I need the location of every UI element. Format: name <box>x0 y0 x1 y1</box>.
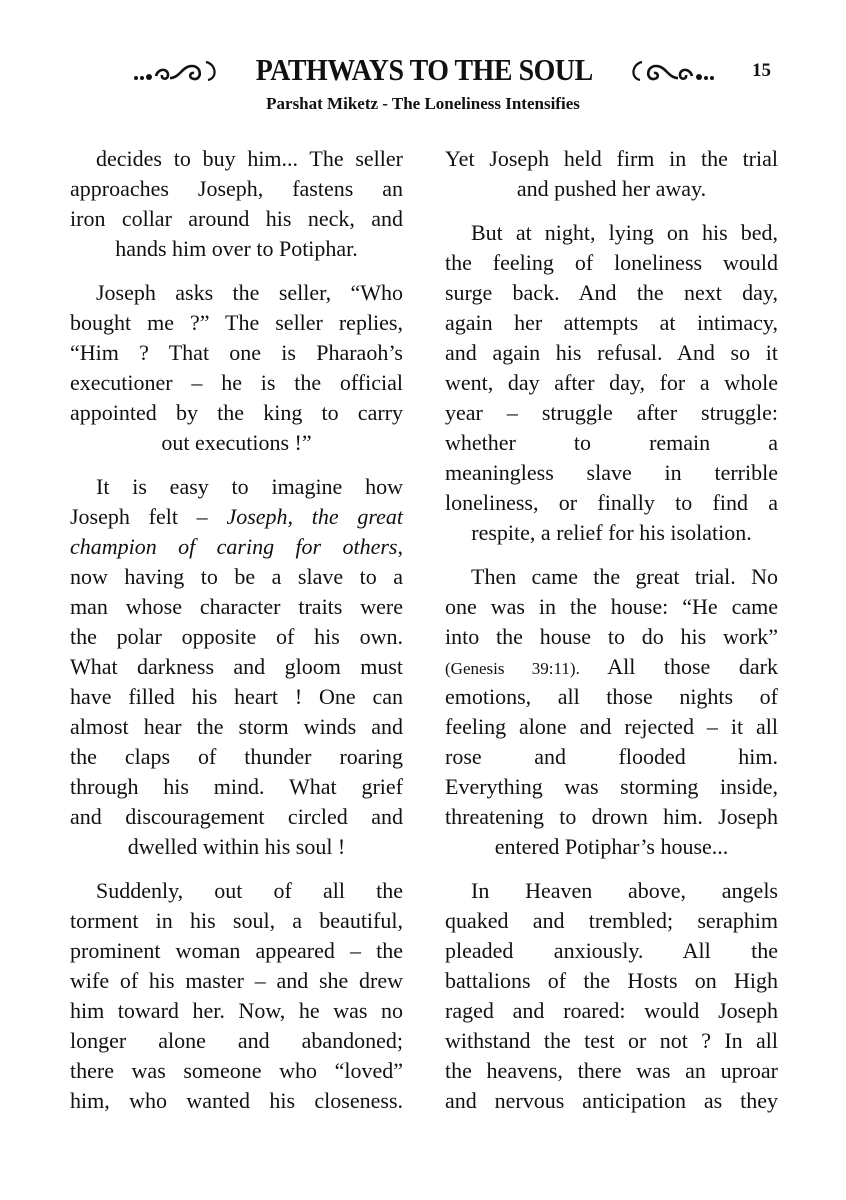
text-line <box>445 518 778 548</box>
text-line <box>70 712 403 742</box>
text: and nervous anticipation as they <box>445 1088 778 1113</box>
text-line <box>70 1026 403 1056</box>
text-line <box>445 144 778 174</box>
text: through his mind. What grief <box>70 774 403 799</box>
text-line <box>445 936 778 966</box>
text: him, who wanted his closeness. <box>70 1088 403 1113</box>
text: loneliness, or finally to find a <box>445 490 778 515</box>
text: Then came the great trial. No <box>471 564 778 589</box>
text-line <box>70 652 403 682</box>
text-line <box>70 742 403 772</box>
text: What darkness and gloom must <box>70 654 403 679</box>
text: quaked and trembled; seraphim <box>445 908 778 933</box>
text: have filled his heart ! One can <box>70 684 403 709</box>
text: the polar opposite of his own. <box>70 624 403 649</box>
text-line <box>445 876 778 906</box>
paragraph <box>445 144 778 204</box>
text: Joseph asks the seller, “Who <box>96 280 403 305</box>
text-line <box>445 248 778 278</box>
left-column <box>70 144 403 1130</box>
text: meaningless slave in terrible <box>445 460 778 485</box>
text-line <box>445 174 778 204</box>
text: bought me ?” The seller replies, <box>70 310 403 335</box>
text-line <box>445 592 778 622</box>
paragraph <box>445 562 778 862</box>
paragraph <box>445 218 778 548</box>
text: him toward her. Now, he was no <box>70 998 403 1023</box>
text: executioner – he is the official <box>70 370 403 395</box>
text-line <box>445 218 778 248</box>
text-line <box>445 338 778 368</box>
text: Everything was storming inside, <box>445 774 778 799</box>
text: threatening to drown him. Joseph <box>445 804 778 829</box>
text: rose and flooded him. <box>445 744 778 769</box>
left-ornament-icon <box>132 58 224 84</box>
text: out executions !” <box>161 430 312 455</box>
text-line <box>445 652 778 682</box>
text: the feeling of loneliness would <box>445 250 778 275</box>
text: In Heaven above, angels <box>471 878 778 903</box>
text: surge back. And the next day, <box>445 280 778 305</box>
text: entered Potiphar’s house... <box>494 834 729 859</box>
text: and pushed her away. <box>516 176 707 201</box>
text: one was in the house: “He came <box>445 594 778 619</box>
text: the heavens, there was an uproar <box>445 1058 778 1083</box>
text-line <box>70 772 403 802</box>
text: But at night, lying on his bed, <box>471 220 778 245</box>
text: year – struggle after struggle: <box>445 400 778 425</box>
text-line <box>70 368 403 398</box>
text: respite, a relief for his isolation. <box>471 520 752 545</box>
text-line <box>70 234 403 264</box>
italic-text: champion of caring for others <box>70 534 398 559</box>
text-line <box>445 308 778 338</box>
text: wife of his master – and she drew <box>70 968 403 993</box>
text: man whose character traits were <box>70 594 403 619</box>
text-line <box>70 682 403 712</box>
text-line <box>70 906 403 936</box>
text-line <box>445 802 778 832</box>
text: appointed by the king to carry <box>70 400 403 425</box>
text-line <box>70 562 403 592</box>
text: Yet Joseph held firm in the trial <box>445 146 778 171</box>
text-line <box>70 502 403 532</box>
text: again her attempts at intimacy, <box>445 310 778 335</box>
text-line <box>445 996 778 1026</box>
text: torment in his soul, a beautiful, <box>70 908 403 933</box>
text: dwelled within his soul ! <box>127 834 346 859</box>
text-line <box>70 1056 403 1086</box>
text-line <box>445 398 778 428</box>
text-line <box>445 966 778 996</box>
text-line <box>70 966 403 996</box>
text-line <box>70 338 403 368</box>
text-line <box>70 592 403 622</box>
text-line <box>70 802 403 832</box>
paragraph <box>445 876 778 1116</box>
paragraph <box>70 144 403 264</box>
text-line <box>445 488 778 518</box>
text: whether to remain a <box>445 430 778 455</box>
text-line <box>445 368 778 398</box>
text-line <box>70 308 403 338</box>
text: almost hear the storm winds and <box>70 714 403 739</box>
text-line <box>70 398 403 428</box>
text-line <box>445 906 778 936</box>
text-line <box>445 428 778 458</box>
text: went, day after day, for a whole <box>445 370 778 395</box>
text: pleaded anxiously. All the <box>445 938 778 963</box>
text-line <box>445 562 778 592</box>
text-line <box>445 1056 778 1086</box>
chapter-subtitle: Parshat Miketz - The Loneliness Intensifies <box>266 94 580 113</box>
text: into the house to do his work” <box>445 624 778 649</box>
text: battalions of the Hosts on High <box>445 968 778 993</box>
paragraph <box>70 278 403 458</box>
text: iron collar around his neck, and <box>70 206 403 231</box>
text: All those dark <box>579 654 778 679</box>
text: there was someone who “loved” <box>70 1058 403 1083</box>
text: longer alone and abandoned; <box>70 1028 403 1053</box>
running-header <box>0 50 846 90</box>
text-line <box>445 772 778 802</box>
text: approaches Joseph, fastens an <box>70 176 403 201</box>
text: and again his refusal. And so it <box>445 340 778 365</box>
text: the claps of thunder roaring <box>70 744 403 769</box>
text-line <box>70 936 403 966</box>
text: raged and roared: would Joseph <box>445 998 778 1023</box>
text-line <box>445 682 778 712</box>
text-line <box>70 204 403 234</box>
right-ornament-icon <box>624 58 716 84</box>
right-column <box>445 144 778 1130</box>
paragraph <box>70 472 403 862</box>
page-number: 15 <box>752 60 771 81</box>
text: now having to be a slave to a <box>70 564 403 589</box>
text-line <box>445 712 778 742</box>
text-line <box>70 428 403 458</box>
text: Suddenly, out of all the <box>96 878 403 903</box>
text-line <box>445 458 778 488</box>
text-line <box>70 278 403 308</box>
text-line <box>445 622 778 652</box>
text-line <box>445 832 778 862</box>
text: “Him ? That one is Pharaoh’s <box>70 340 403 365</box>
book-title: PATHWAYS TO THE SOUL <box>255 52 593 87</box>
text-line <box>70 1086 403 1116</box>
paragraph <box>70 876 403 1116</box>
text: hands him over to Potiphar. <box>115 236 358 261</box>
text-line <box>445 278 778 308</box>
text-line <box>70 832 403 862</box>
text-line <box>70 996 403 1026</box>
text: emotions, all those nights of <box>445 684 778 709</box>
text-line <box>445 1086 778 1116</box>
text: and discouragement circled and <box>70 804 403 829</box>
text-line <box>70 622 403 652</box>
citation-text: (Genesis 39:11). <box>445 659 580 678</box>
text-line <box>445 742 778 772</box>
text: Joseph felt – <box>70 504 227 529</box>
text: , <box>397 534 403 559</box>
text: feeling alone and rejected – it all <box>445 714 778 739</box>
text-line <box>70 532 403 562</box>
text-line <box>445 1026 778 1056</box>
text-line <box>70 876 403 906</box>
text: withstand the test or not ? In all <box>445 1028 778 1053</box>
text-line <box>70 174 403 204</box>
text: It is easy to imagine how <box>96 474 403 499</box>
text-line <box>70 144 403 174</box>
text-line <box>70 472 403 502</box>
text: prominent woman appeared – the <box>70 938 403 963</box>
italic-text: Joseph, the great <box>226 504 404 529</box>
text: decides to buy him... The seller <box>96 146 403 171</box>
